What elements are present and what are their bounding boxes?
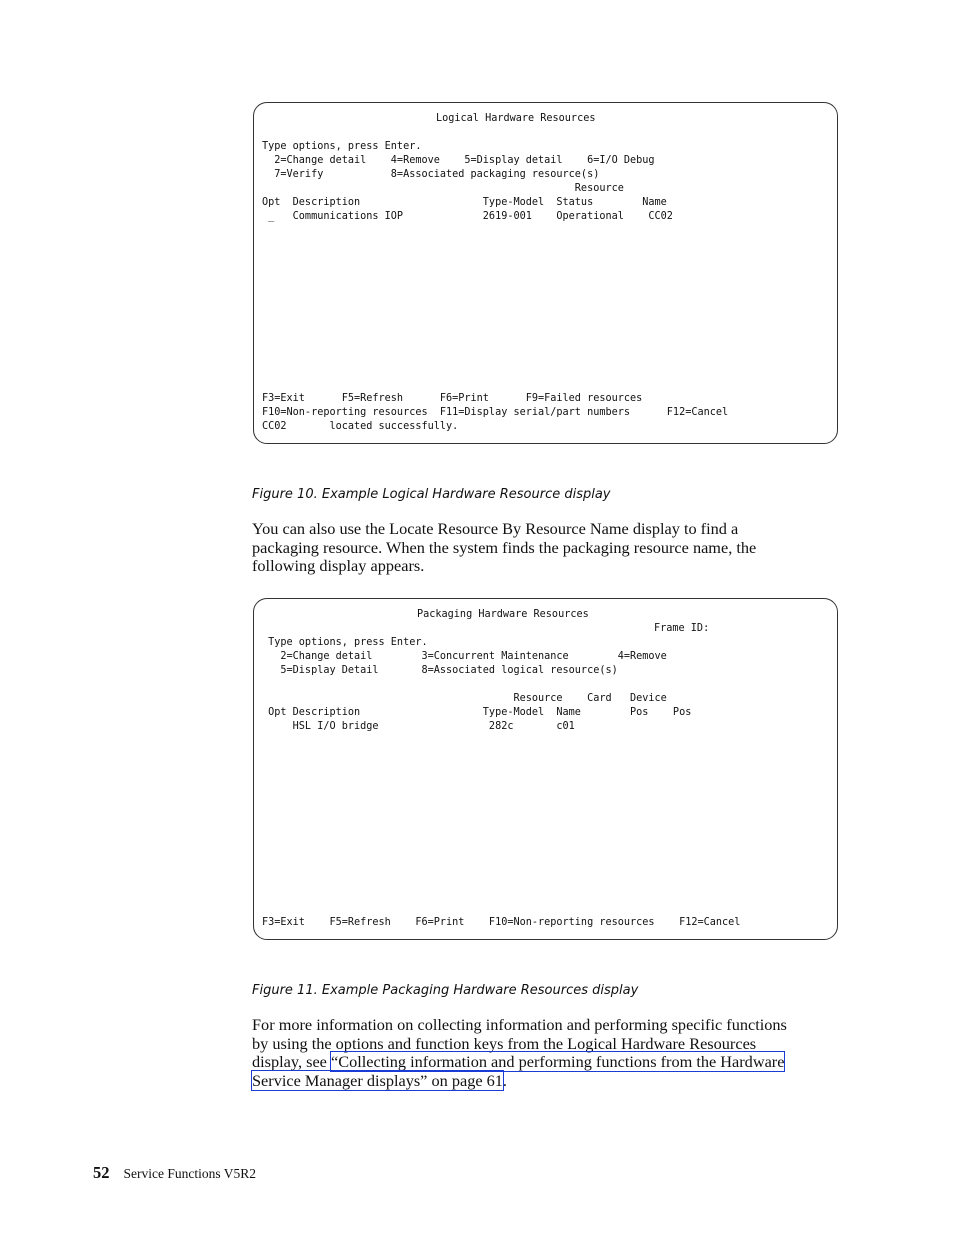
column-header-line-1: Resource Card Device (262, 693, 667, 704)
function-keys-line-1: F3=Exit F5=Refresh F6=Print F9=Failed resources (262, 393, 643, 404)
paragraph-line: You can also use the Locate Resource By Resource Name display to find a (252, 519, 739, 538)
resource-row[interactable]: _ Communications IOP 2619-001 Operational CC02 (262, 211, 673, 222)
paragraph-line: packaging resource. When the system finds the packaging resource name, the (252, 537, 757, 557)
body-paragraph-1 (252, 520, 832, 576)
paragraph-line: For more information on collecting information and performing specific functions (252, 1015, 787, 1034)
body-paragraph-2 (252, 1016, 832, 1091)
paragraph-line (252, 1053, 832, 1072)
function-keys-line-2: F10=Non-reporting resources F11=Display serial/part numbers F12=Cancel (262, 407, 729, 418)
cross-reference-link-continued[interactable]: Service Manager displays” on page 61 (252, 1071, 503, 1091)
logical-hardware-resources-screen (253, 102, 838, 444)
status-message: CC02 located successfully. (262, 421, 459, 432)
column-header-line-2: Opt Description Type-Model Status Name (262, 197, 667, 208)
packaging-hardware-resources-screen (253, 598, 838, 940)
frame-id-label: Frame ID: (654, 623, 710, 634)
instruction-text: Type options, press Enter. (262, 141, 422, 152)
column-header-line-1: Resource (262, 183, 624, 194)
paragraph-text: display, see (252, 1052, 331, 1072)
paragraph-line: following display appears. (252, 556, 425, 576)
book-title: Service Functions V5R2 (123, 1166, 256, 1181)
paragraph-line: by using the options and function keys from the Logical Hardware Resources (252, 1033, 757, 1053)
options-line-2: 7=Verify 8=Associated packaging resource(s) (262, 169, 600, 180)
options-line-2: 5=Display Detail 8=Associated logical resource(s) (262, 665, 618, 676)
cross-reference-link[interactable]: “Collecting information and performing functions from the Hardware (330, 1052, 785, 1072)
figure-10-caption: Figure 10. Example Logical Hardware Resource display (252, 487, 611, 502)
options-line-1: 2=Change detail 3=Concurrent Maintenance 4=Remove (262, 651, 667, 662)
column-header-line-2: Opt Description Type-Model Name Pos Pos (262, 707, 692, 718)
instruction-text: Type options, press Enter. (262, 637, 428, 648)
screen-title: Packaging Hardware Resources (417, 609, 589, 620)
resource-row[interactable]: HSL I/O bridge 282c c01 (262, 721, 575, 732)
paragraph-text: . (502, 1071, 507, 1091)
screen-title: Logical Hardware Resources (436, 113, 596, 124)
page-footer (93, 1163, 256, 1183)
figure-11-caption: Figure 11. Example Packaging Hardware Resources display (252, 983, 639, 998)
options-line-1: 2=Change detail 4=Remove 5=Display detail 6=I/O Debug (262, 155, 655, 166)
paragraph-line (252, 1072, 832, 1091)
page-number: 52 (93, 1163, 110, 1182)
function-keys-line: F3=Exit F5=Refresh F6=Print F10=Non-reporting resources F12=Cancel (262, 917, 741, 928)
